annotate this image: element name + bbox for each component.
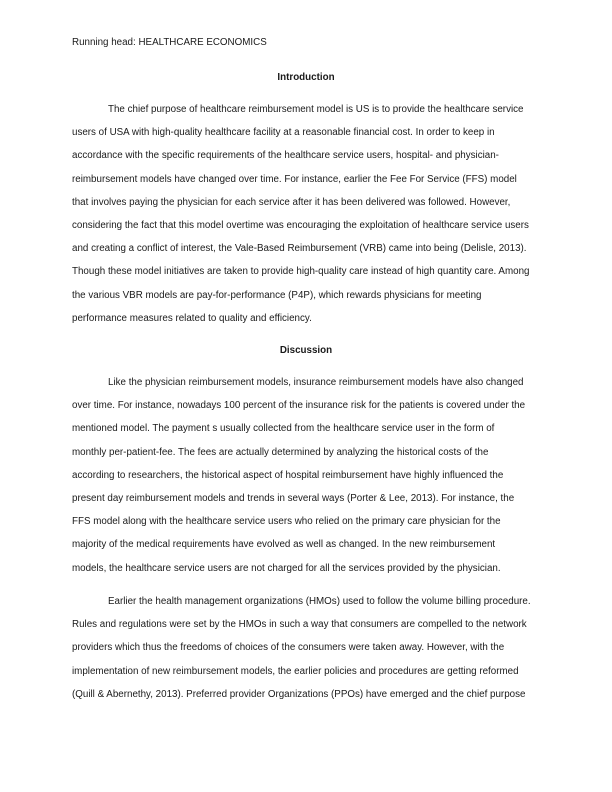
- paragraph-line: accordance with the specific requirements of the healthcare service users, hospital- and physician-: [72, 150, 499, 162]
- paragraph-line: implementation of new reimbursement models, the earlier policies and procedures are getting reformed: [72, 665, 519, 677]
- paragraph-line: considering the fact that this model overtime was encouraging the exploitation of healthcare service users: [72, 219, 529, 231]
- section-heading-introduction: Introduction: [277, 72, 335, 83]
- paragraph-introduction: [72, 98, 540, 330]
- paragraph-line: according to researchers, the historical aspect of hospital reimbursement have highly influenced the: [72, 469, 504, 481]
- paragraph-line: Earlier the health management organizations (HMOs) used to follow the volume billing procedure.: [108, 596, 531, 607]
- paragraph-line: present day reimbursement models and trends in several ways (Porter & Lee, 2013). For instance, the: [72, 492, 515, 504]
- paragraph-discussion-2: [72, 590, 540, 706]
- paragraph-line: monthly per-patient-fee. The fees are actually determined by analyzing the historical costs of the: [72, 446, 489, 458]
- paragraph-line: and creating a conflict of interest, the Vale-Based Reimbursement (VRB) came into being (Delisle, 2013).: [72, 243, 527, 255]
- paragraph-line: (Quill & Abernethy, 2013). Preferred provider Organizations (PPOs) have emerged and the chief purpose: [72, 688, 526, 700]
- paragraph-line: The chief purpose of healthcare reimbursement model is US is to provide the healthcare service: [108, 104, 524, 115]
- paragraph-line: users of USA with high-quality healthcare facility at a reasonable financial cost. In order to keep in: [72, 127, 495, 139]
- paragraph-line: models, the healthcare service users are not charged for all the services provided by the physician.: [72, 562, 501, 574]
- paragraph-line: mentioned model. The payment s usually collected from the healthcare service user in the form of: [72, 423, 495, 435]
- paragraph-line: FFS model along with the healthcare service users who relied on the primary care physician for the: [72, 516, 501, 528]
- paragraph-line: Though these model initiatives are taken to provide high-quality care instead of high quantity care. Among: [72, 266, 530, 278]
- paragraph-line: Like the physician reimbursement models, insurance reimbursement models have also changed: [108, 377, 524, 388]
- running-head: Running head: HEALTHCARE ECONOMICS: [72, 37, 267, 48]
- paragraph-line: that involves paying the physician for each service after it has been delivered was followed. However,: [72, 196, 511, 208]
- paragraph-line: over time. For instance, nowadays 100 percent of the insurance risk for the patients is covered under the: [72, 400, 526, 412]
- paragraph-line: the various VBR models are pay-for-performance (P4P), which rewards physicians for meeting: [72, 289, 482, 301]
- paragraph-line: reimbursement models have changed over time. For instance, earlier the Fee For Service (FFS) model: [72, 173, 517, 185]
- paragraph-line: performance measures related to quality and efficiency.: [72, 312, 312, 324]
- paragraph-line: Rules and regulations were set by the HMOs in such a way that consumers are compelled to the network: [72, 619, 527, 631]
- section-heading-discussion: Discussion: [279, 345, 333, 356]
- paragraph-discussion-1: [72, 371, 540, 580]
- paragraph-line: majority of the medical requirements have evolved as well as changed. In the new reimbursement: [72, 539, 496, 551]
- paragraph-line: providers which thus the freedoms of choices of the consumers were taken away. However, with the: [72, 642, 505, 654]
